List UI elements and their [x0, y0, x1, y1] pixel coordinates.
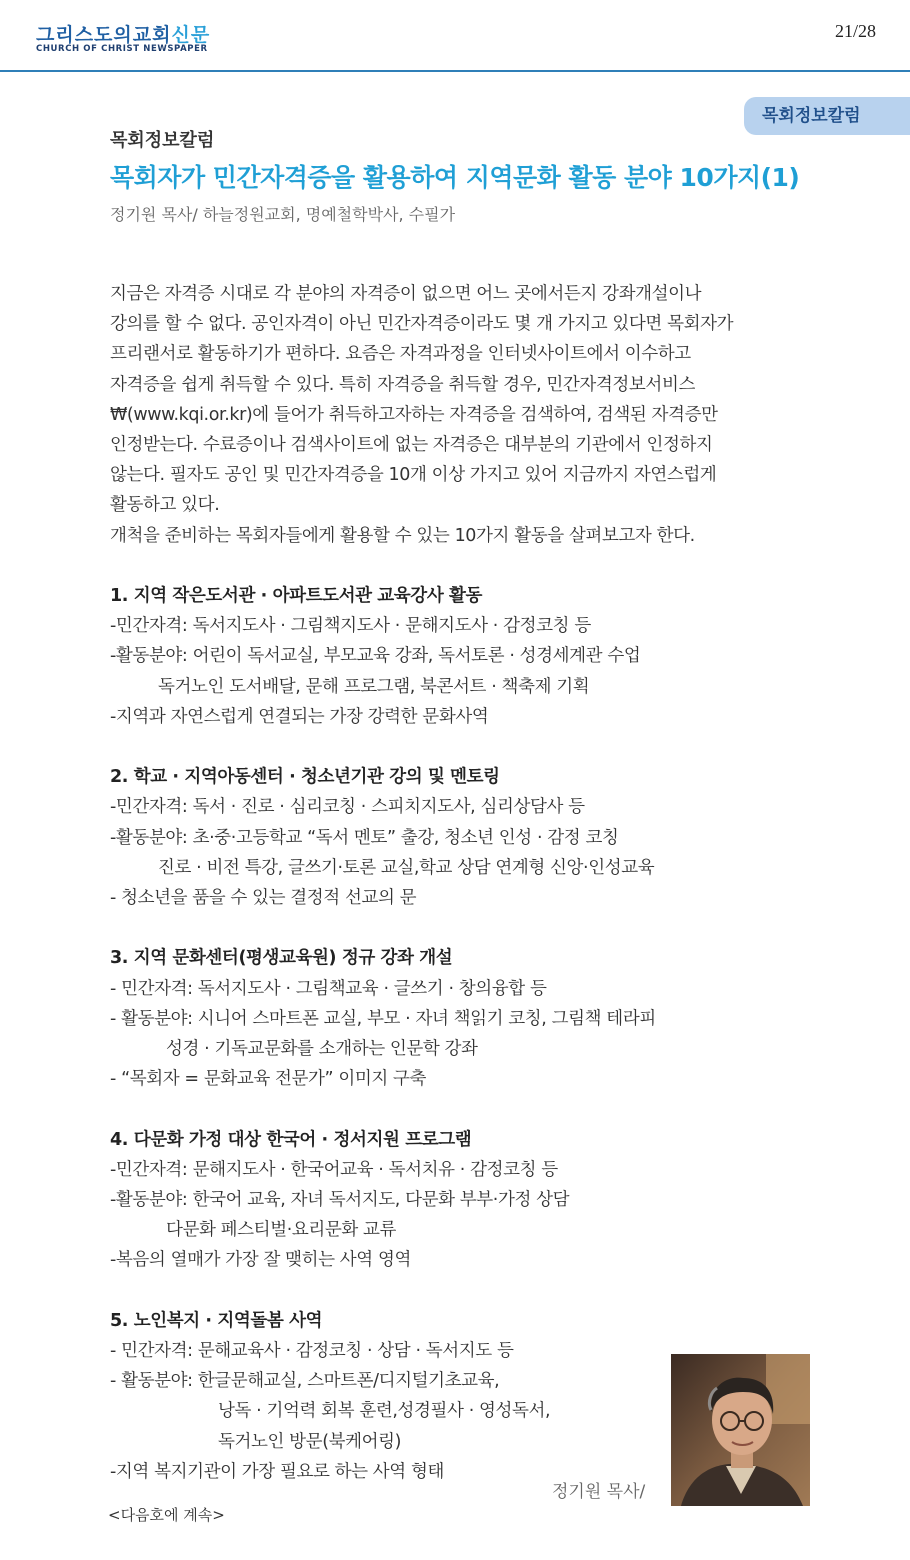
body-line: - “목회자 = 문화교육 전문가” 이미지 구축: [110, 1069, 427, 1090]
section-heading: 1. 지역 작은도서관 · 아파트도서관 교육강사 활동: [110, 586, 483, 607]
body-line: 강의를 할 수 없다. 공인자격이 아닌 민간자격증이라도 몇 개 가지고 있다면 목회자가: [110, 314, 734, 335]
body-line: - 활동분야: 한글문해교실, 스마트폰/디지털기초교육,: [110, 1371, 500, 1392]
body-line: ₩(www.kqi.or.kr)에 들어가 취득하고자하는 자격증을 검색하여, 검색된 자격증만: [110, 404, 718, 425]
spacer: [110, 913, 800, 943]
body-line: 독거노인 도서배달, 문해 프로그램, 북콘서트 · 책축제 기획: [158, 676, 590, 697]
section-heading: 4. 다문화 가정 대상 한국어 · 정서지원 프로그램: [110, 1129, 472, 1150]
spacer: [110, 551, 800, 581]
body-line: 독거노인 방문(북케어링): [218, 1431, 402, 1452]
section-heading: 5. 노인복지 · 지역돌봄 사역: [110, 1310, 323, 1331]
body-line: - 민간자격: 독서지도사 · 그림책교육 · 글쓰기 · 창의융합 등: [110, 978, 547, 999]
page-number: 21/28: [834, 21, 876, 41]
article-title: 목회자가 민간자격증을 활용하여 지역문화 활동 분야 10가지(1): [110, 163, 800, 192]
article-byline: 정기원 목사/ 하늘정원교회, 명예철학박사, 수필가: [110, 205, 456, 224]
body-line: - 청소년을 품을 수 있는 결정적 선교의 문: [110, 888, 417, 909]
body-line: 낭독 · 기억력 회복 훈련,성경필사 · 영성독서,: [218, 1401, 551, 1422]
body-line: 지금은 자격증 시대로 각 분야의 자격증이 없으면 어느 곳에서든지 강좌개설이나: [110, 284, 702, 304]
body-line: 개척을 준비하는 목회자들에게 활용할 수 있는 10가지 활동을 살펴보고자 한다.: [110, 525, 695, 546]
body-line: 않는다. 필자도 공인 및 민간자격증을 10개 이상 가지고 있어 지금까지 자연스럽게: [110, 465, 717, 486]
photo-caption: 정기원 목사/: [552, 1482, 646, 1502]
author-portrait-image: [671, 1354, 810, 1506]
logo-main-text: 그리스도의교회: [36, 24, 172, 46]
section-tab[interactable]: 목회정보칼럼: [744, 97, 910, 135]
author-photo: [671, 1354, 810, 1506]
logo-accent-text: 신문: [171, 24, 211, 46]
section-heading: 3. 지역 문화센터(평생교육원) 정규 강좌 개설: [110, 948, 453, 969]
continued-note: <다음호에 계속>: [108, 1506, 225, 1524]
spacer: [110, 1276, 800, 1306]
page-header: [0, 0, 910, 72]
body-line: -지역 복지기관이 가장 필요로 하는 사역 형태: [110, 1461, 444, 1482]
body-line: -활동분야: 한국어 교육, 자녀 독서지도, 다문화 부부·가정 상담: [110, 1190, 570, 1211]
body-line: - 활동분야: 시니어 스마트폰 교실, 부모 · 자녀 책읽기 코칭, 그림책 테라피: [110, 1008, 656, 1029]
body-line: - 민간자격: 문해교육사 · 감정코칭 · 상담 · 독서지도 등: [110, 1341, 514, 1362]
spacer: [110, 1094, 800, 1124]
body-line: -민간자격: 문해지도사 · 한국어교육 · 독서치유 · 감정코칭 등: [110, 1159, 558, 1180]
body-line: -지역과 자연스럽게 연결되는 가장 강력한 문화사역: [110, 706, 489, 727]
spacer: [110, 732, 800, 762]
body-line: 진로 · 비전 특강, 글쓰기·토론 교실,학교 상담 연계형 신앙·인성교육: [158, 857, 655, 878]
body-line: 프리랜서로 활동하기가 편하다. 요즘은 자격과정을 인터넷사이트에서 이수하고: [110, 344, 691, 365]
logo-subtitle: CHURCH OF CHRIST NEWSPAPER: [36, 44, 208, 54]
body-line: 활동하고 있다.: [110, 495, 220, 516]
body-line: 자격증을 쉽게 취득할 수 있다. 특히 자격증을 취득할 경우, 민간자격정보서비스: [110, 374, 695, 395]
article-kicker: 목회정보칼럼: [110, 130, 215, 151]
newspaper-logo[interactable]: [36, 20, 210, 47]
body-line: -민간자격: 독서지도사 · 그림책지도사 · 문해지도사 · 감정코칭 등: [110, 616, 591, 637]
body-line: -민간자격: 독서 · 진로 · 심리코칭 · 스피치지도사, 심리상담사 등: [110, 797, 585, 818]
article-body: [110, 279, 800, 1487]
section-heading: 2. 학교 · 지역아동센터 · 청소년기관 강의 및 멘토링: [110, 767, 500, 788]
body-line: 인정받는다. 수료증이나 검색사이트에 없는 자격증은 대부분의 기관에서 인정하지: [110, 435, 713, 456]
body-line: 다문화 페스티벌·요리문화 교류: [166, 1220, 397, 1241]
body-line: -복음의 열매가 가장 잘 맺히는 사역 영역: [110, 1250, 411, 1271]
body-line: -활동분야: 어린이 독서교실, 부모교육 강좌, 독서토론 · 성경세계관 수업: [110, 646, 641, 667]
body-line: -활동분야: 초·중·고등학교 “독서 멘토” 출강, 청소년 인성 · 감정 코칭: [110, 827, 619, 848]
body-line: 성경 · 기독교문화를 소개하는 인문학 강좌: [166, 1039, 478, 1060]
